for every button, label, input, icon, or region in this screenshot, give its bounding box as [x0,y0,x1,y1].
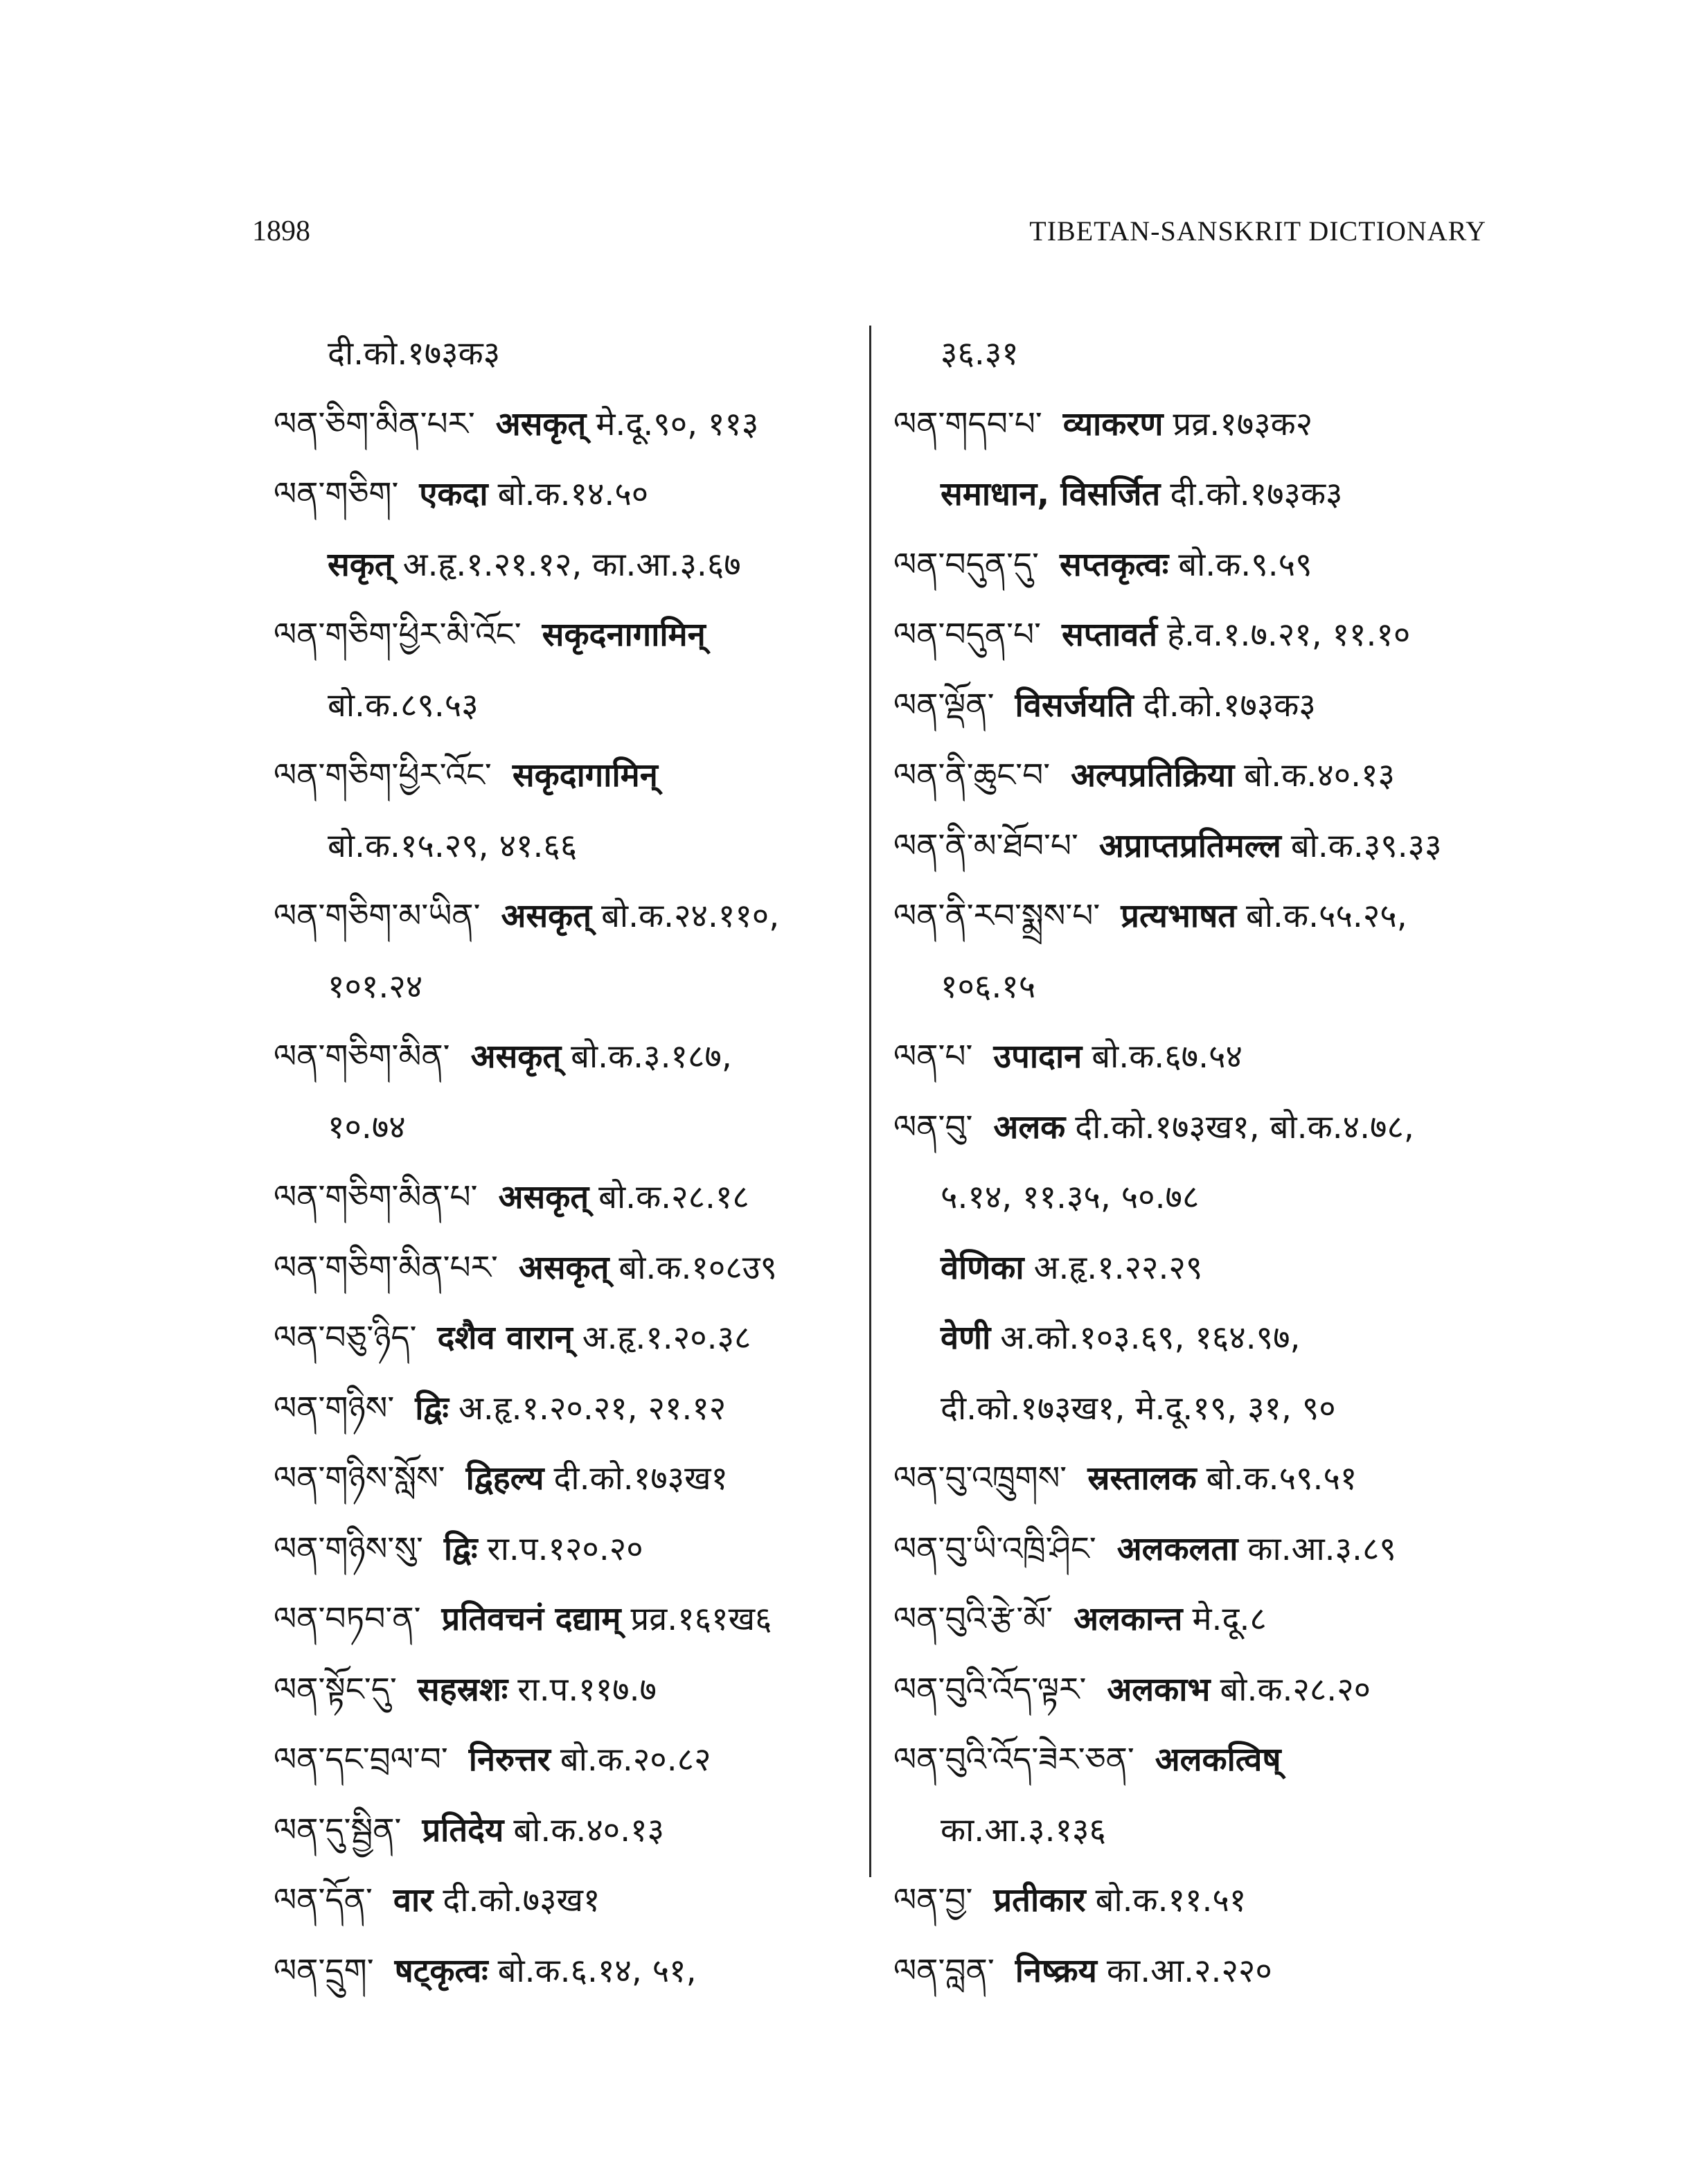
tibetan-headword: ལན་བཏབ་ན་ [274,1600,421,1638]
source-reference: रा.प.१२०.२० [487,1529,643,1568]
dictionary-entry [274,1303,869,1374]
sanskrit-equivalent: विसर्जयति [1015,686,1134,725]
tibetan-headword: ལན་བུའི་རྩེ་མོ་ [893,1600,1053,1638]
source-reference: बो.क.४०.१३ [1244,756,1395,794]
tibetan-headword: ལན་ནི་ཆུང་བ་ [893,756,1051,794]
dictionary-entry [893,1444,1517,1514]
tibetan-headword: ལན་བུའི་འོད་ལྟར་ [893,1670,1087,1709]
dictionary-entry [893,1022,1517,1092]
sanskrit-equivalent: सकृदनागामिन् [542,616,706,654]
source-reference: प्रव्र.१७३क२ [1173,405,1313,443]
tibetan-headword: ལན་བུ་ [893,1108,973,1146]
left-column [274,319,869,2006]
dictionary-entry [274,881,869,952]
source-reference: बो.क.२८.१८ [598,1178,749,1216]
source-reference: १०६.१५ [941,967,1036,1006]
dictionary-entry [893,1936,1517,2007]
entry-continuation [274,671,869,741]
dictionary-entry [274,1865,869,1936]
source-reference: बो.क.६.१४, ५१, [497,1951,697,1990]
dictionary-entry [274,1444,869,1514]
source-reference: बो.क.२४.११०, [601,897,780,935]
tibetan-headword: ལན་ལྡོན་ [893,686,995,725]
entry-continuation [274,530,869,601]
source-reference: दी.को.१७३क३ [1170,475,1343,513]
source-reference: बो.क.१५.२९, ४१.६६ [328,826,578,865]
entry-continuation [893,1162,1517,1233]
source-reference: हे.व.१.७.२१, ११.१० [1167,616,1411,654]
dictionary-entry [274,1374,869,1444]
dictionary-entry [274,1936,869,2007]
sanskrit-equivalent: वेणिका [941,1248,1024,1287]
sanskrit-equivalent: निष्क्रय [1015,1951,1097,1990]
source-reference: बो.क.९.५९ [1178,545,1312,584]
sanskrit-equivalent: द्विः [443,1529,478,1568]
source-reference: का.आ.३.८९ [1247,1529,1396,1568]
tibetan-headword: ལན་གཅིག་མིན་པར་ [274,1248,498,1287]
source-reference: बो.क.५५.२५, [1246,897,1407,935]
dictionary-entry [893,1514,1517,1585]
sanskrit-equivalent: असकृत् [518,1248,609,1287]
tibetan-headword: ལན་དུ་སྦྱིན་ [274,1811,402,1849]
dictionary-entry [274,1162,869,1233]
dictionary-entry [274,1022,869,1092]
source-reference: अ.हृ.१.२०.२१, २१.१२ [458,1389,727,1428]
sanskrit-equivalent: असकृत् [501,897,592,935]
source-reference: मे.दू.८ [1192,1600,1267,1638]
sanskrit-equivalent: द्विः [415,1389,449,1428]
tibetan-headword: ལན་གཅིག་ཕྱིར་འོང་ [274,756,492,794]
source-reference: बो.क.५९.५१ [1206,1459,1357,1498]
sanskrit-equivalent: अलकाभ [1107,1670,1211,1709]
column-divider [869,326,871,1877]
source-reference: रा.प.११७.७ [517,1670,657,1709]
source-reference: बो.क.३.१८७, [571,1038,732,1076]
source-reference: बो.क.१४.५० [497,475,649,513]
source-reference: बो.क.२८.२० [1220,1670,1371,1709]
sanskrit-equivalent: व्याकरण [1062,405,1164,443]
source-reference: दी.को.१७३क३ [328,335,501,373]
dictionary-entry [274,389,869,460]
sanskrit-equivalent: अलकत्विष् [1155,1741,1281,1779]
source-reference: बो.क.१०८उ९ [618,1248,777,1287]
source-reference: बो.क.२०.८२ [560,1741,711,1779]
tibetan-headword: ལན་གཅིག་མ་ཡིན་ [274,897,481,935]
entry-continuation [274,811,869,882]
tibetan-headword: ལན་གཅིག་མིན་ [274,1038,450,1076]
dictionary-entry [893,1092,1517,1163]
entry-continuation [893,1233,1517,1304]
source-reference: ३६.३१ [941,335,1019,373]
source-reference: का.आ.३.१३६ [941,1811,1106,1849]
source-reference: बो.क.८९.५३ [328,686,479,725]
source-reference: बो.क.३९.३३ [1290,826,1442,865]
sanskrit-equivalent: दशैव वारान् [437,1319,573,1357]
sanskrit-equivalent: प्रत्यभाषत [1121,897,1237,935]
dictionary-entry [893,1655,1517,1725]
dictionary-entry [274,600,869,671]
sanskrit-equivalent: अप्राप्तप्रतिमल्ल [1098,826,1281,865]
sanskrit-equivalent: सहस्रशः [417,1670,508,1709]
sanskrit-equivalent: अलकलता [1116,1529,1238,1568]
sanskrit-equivalent: असकृत् [470,1038,562,1076]
dictionary-entry [893,811,1517,882]
tibetan-headword: ལན་བདུན་པ་ [893,616,1041,654]
sanskrit-equivalent: षट्कृत्वः [394,1951,488,1990]
dictionary-entry [893,389,1517,460]
source-reference: दी.को.१७३ख१, बो.क.४.७८, [1075,1108,1414,1146]
page-number: 1898 [252,215,310,247]
tibetan-headword: ལན་དང་བྲལ་བ་ [274,1741,448,1779]
dictionary-entry [274,1584,869,1655]
source-reference: प्रव्र.१६१ख६ [630,1600,772,1638]
entry-continuation [274,319,869,389]
source-reference: १०.७४ [328,1108,406,1146]
sanskrit-equivalent: असकृत् [498,1178,589,1216]
entry-continuation [274,1092,869,1163]
sanskrit-equivalent: असकृत् [495,405,587,443]
dictionary-entry [893,1584,1517,1655]
running-head: TIBETAN-SANSKRIT DICTIONARY [1029,215,1486,247]
tibetan-headword: ལན་དྲུག་ [274,1951,374,1990]
source-reference: अ.हृ.१.२१.१२, का.आ.३.६७ [402,545,741,584]
dictionary-entry [893,1725,1517,1795]
sanskrit-equivalent: समाधान, विसर्जित [941,475,1161,513]
tibetan-headword: ལན་གཉིས་སློས་ [274,1459,445,1498]
dictionary-entry [274,1233,869,1304]
sanskrit-equivalent: एकदा [419,475,488,513]
tibetan-headword: ལན་གཅིག་མིན་པ་ [274,1178,478,1216]
sanskrit-equivalent: अल्पप्रतिक्रिया [1071,756,1235,794]
dictionary-entry [893,600,1517,671]
dictionary-entry [274,1655,869,1725]
source-reference: अ.हृ.१.२२.२९ [1033,1248,1203,1287]
tibetan-headword: ལན་ཅིག་མིན་པར་ [274,405,475,443]
source-reference: बो.क.६७.५४ [1092,1038,1243,1076]
tibetan-headword: ལན་བུ་ཡི་འཁྲི་ཤིང་ [893,1529,1096,1568]
source-reference: दी.को.७३ख१ [443,1881,600,1919]
tibetan-headword: ལན་གཅིག་ཕྱིར་མི་འོང་ [274,616,522,654]
dictionary-entry [893,881,1517,952]
sanskrit-equivalent: सप्तकृत्वः [1060,545,1169,584]
dictionary-entry [274,740,869,811]
tibetan-headword: ལན་ནི་མ་ཐོབ་པ་ [893,826,1078,865]
tibetan-headword: ལན་བདུན་དུ་ [893,545,1040,584]
dictionary-entry [893,530,1517,601]
tibetan-headword: ལན་བུ་འཁྲུགས་ [893,1459,1067,1498]
dictionary-entry [274,1795,869,1866]
entry-continuation [274,952,869,1022]
sanskrit-equivalent: प्रतिदेय [422,1811,504,1849]
tibetan-headword: ལན་པ་ [893,1038,973,1076]
sanskrit-equivalent: सप्तावर्त [1061,616,1158,654]
sanskrit-equivalent: प्रतीकार [993,1881,1086,1919]
entry-continuation [893,459,1517,530]
tibetan-headword: ལན་བླན་ [893,1951,995,1990]
sanskrit-equivalent: वेणी [941,1319,991,1357]
tibetan-headword: ལན་བུའི་འོད་ཟེར་ཅན་ [893,1741,1134,1779]
entry-continuation [893,1374,1517,1444]
tibetan-headword: ལན་དོན་ [274,1881,373,1919]
tibetan-headword: ལན་གཉིས་ [274,1389,395,1428]
sanskrit-equivalent: निरुत्तर [468,1741,551,1779]
source-reference: १०१.२४ [328,967,423,1006]
source-reference: मे.दू.९०, ११३ [596,405,759,443]
tibetan-headword: ལན་གཅིག་ [274,475,399,513]
sanskrit-equivalent: स्रस्तालक [1087,1459,1197,1498]
sanskrit-equivalent: वार [393,1881,434,1919]
sanskrit-equivalent: सकृत् [328,545,393,584]
right-column [893,319,1517,2006]
source-reference: बो.क.४०.१३ [513,1811,665,1849]
dictionary-entry [274,459,869,530]
sanskrit-equivalent: सकृदागामिन् [512,756,658,794]
sanskrit-equivalent: द्विहल्य [465,1459,544,1498]
source-reference: दी.को.१७३ख१, मे.दू.१९, ३१, ९० [941,1389,1336,1428]
entry-continuation [893,1795,1517,1866]
source-reference: अ.को.१०३.६९, १६४.९७, [1000,1319,1301,1357]
entry-continuation [893,319,1517,389]
source-reference: का.आ.२.२२० [1106,1951,1272,1990]
source-reference: दी.को.१७३ख१ [553,1459,728,1498]
entry-continuation [893,952,1517,1022]
tibetan-headword: ལན་གཉིས་སུ་ [274,1529,423,1568]
source-reference: ५.१४, ११.३५, ५०.७८ [941,1178,1200,1216]
sanskrit-equivalent: उपादान [993,1038,1083,1076]
tibetan-headword: ལན་སྟོང་དུ་ [274,1670,397,1709]
dictionary-entry [893,1865,1517,1936]
source-reference: दी.को.१७३क३ [1143,686,1316,725]
dictionary-entry [893,740,1517,811]
tibetan-headword: ལན་བྱ་ [893,1881,973,1919]
dictionary-entry [893,671,1517,741]
dictionary-entry [274,1725,869,1795]
source-reference: बो.क.११.५१ [1095,1881,1247,1919]
sanskrit-equivalent: प्रतिवचनं दद्याम् [441,1600,621,1638]
tibetan-headword: ལན་གདབ་པ་ [893,405,1042,443]
sanskrit-equivalent: अलक [993,1108,1066,1146]
source-reference: अ.हृ.१.२०.३८ [582,1319,751,1357]
tibetan-headword: ལན་བཅུ་ཉིད་ [274,1319,417,1357]
dictionary-entry [274,1514,869,1585]
entry-continuation [893,1303,1517,1374]
tibetan-headword: ལན་ནི་རབ་སྨྲས་པ་ [893,897,1101,935]
sanskrit-equivalent: अलकान्त [1074,1600,1183,1638]
